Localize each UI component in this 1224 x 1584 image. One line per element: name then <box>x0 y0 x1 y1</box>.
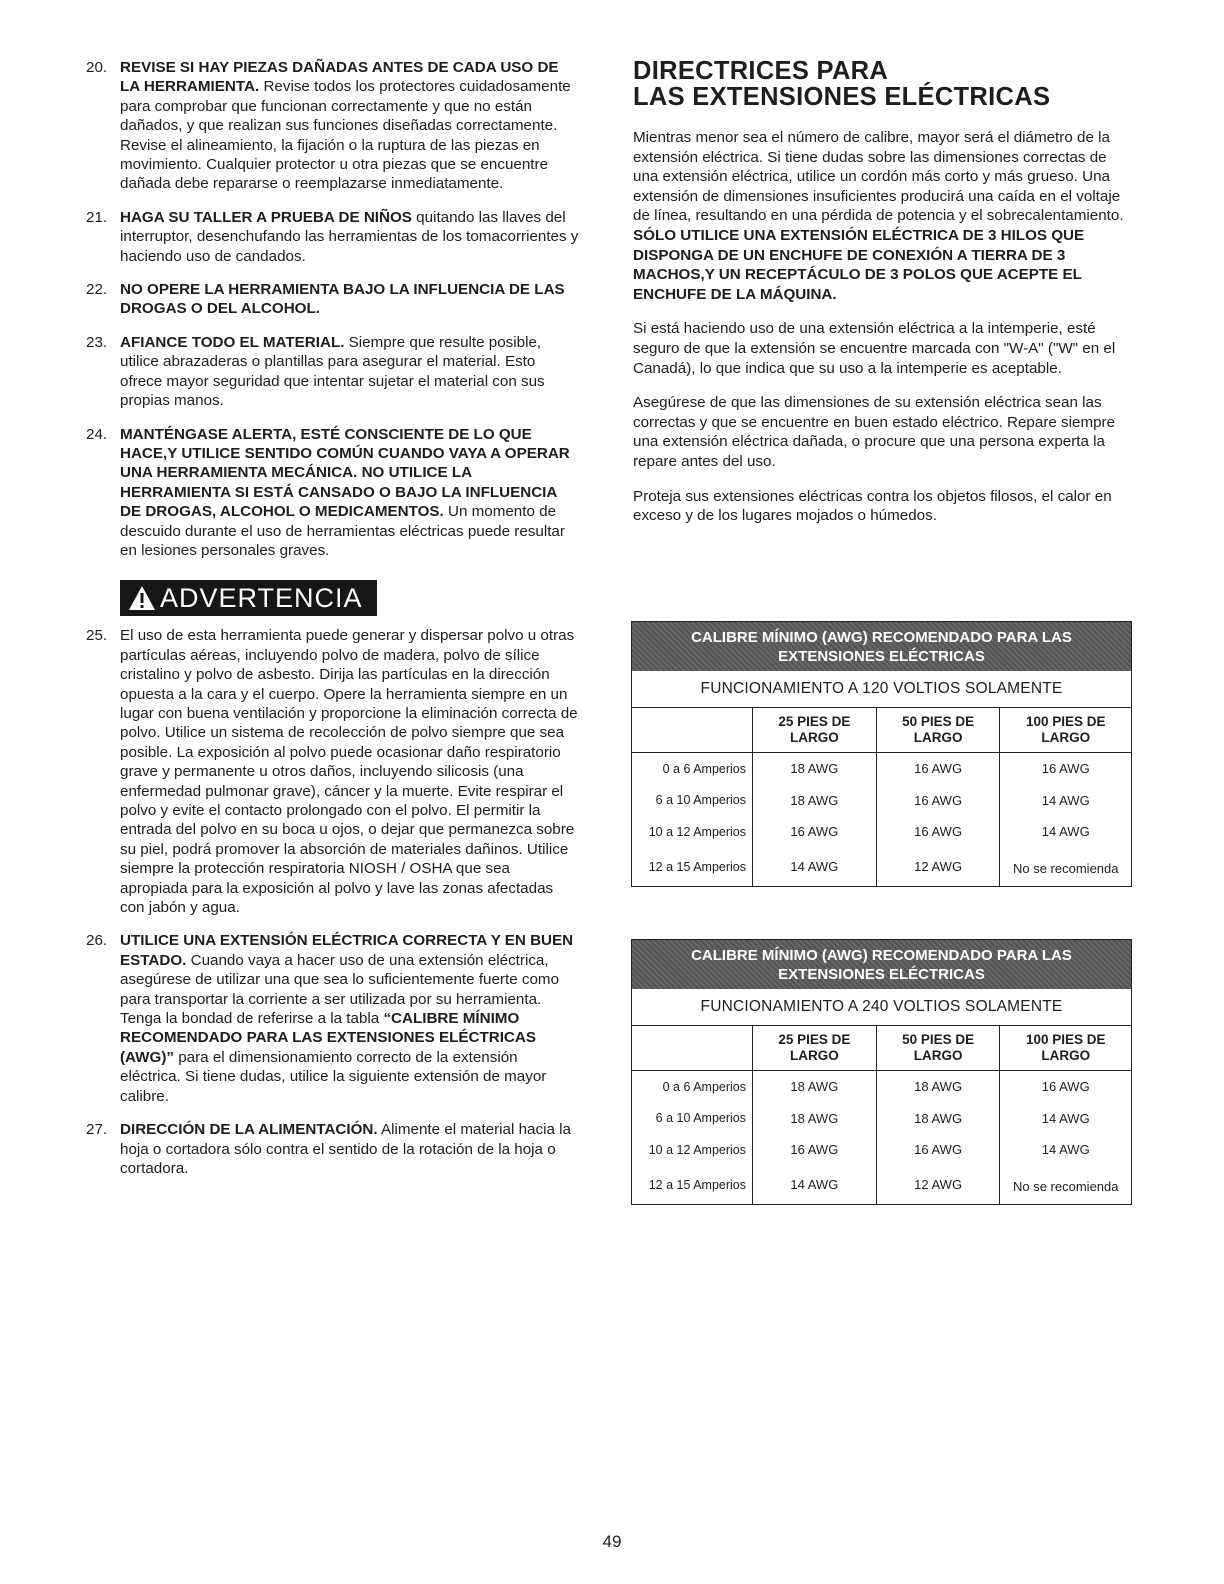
gauge-cell: 16 AWG <box>1000 1071 1131 1103</box>
item-title: MANTÉNGASE ALERTA, ESTÉ CONSCIENTE DE LO QUE HACE,Y UTILICE SENTIDO COMÚN CUANDO VAYA A OPERAR UNA HERRAMIENTA MECÁNICA. NO UTILICE LA HERRAMIENTA SI ESTÁ CANSADO O BAJO LA INFLUENCIA DE DROGAS, ALCOHOL O MEDICAMENTOS. <box>120 425 570 521</box>
safety-item-21 <box>86 208 580 266</box>
table-row <box>632 1071 1131 1103</box>
item-number: 22. <box>86 281 108 299</box>
item-number: 25. <box>86 627 108 645</box>
safety-item-27 <box>86 1120 580 1178</box>
paragraph-3: Asegúrese de que las dimensiones de su extensión eléctrica sean las correctas y que se encuentre en buen estado eléctrico. Repare siempre una extensión eléctrica dañada, o procure que una persona experta la repare antes del uso. <box>633 394 1116 470</box>
item-number: 27. <box>86 1121 108 1139</box>
gauge-cell: 16 AWG <box>876 785 1000 817</box>
gauge-cell: 16 AWG <box>876 816 1000 848</box>
left-column <box>86 58 580 1192</box>
item-number: 20. <box>86 59 108 76</box>
awg-table-title: CALIBRE MÍNIMO (AWG) RECOMENDADO PARA LAS EXTENSIONES ELÉCTRICAS <box>632 622 1131 671</box>
item-body: Siempre que resulte posible, utilice abrazaderas o plantillas para asegurar el material. Esto ofrece mayor seguridad que intentar sujetar el material con sus propias manos. <box>120 333 545 410</box>
paragraph-1-bold: SÓLO UTILICE UNA EXTENSIÓN ELÉCTRICA DE 3 HILOS QUE DISPONGA DE UN ENCHUFE DE CONEXIÓN A TIERRA DE 3 MACHOS,Y UN RECEPTÁCULO DE 3 POLOS QUE ACEPTE EL ENCHUFE DE LA MÁQUINA. <box>633 226 1085 303</box>
warning-banner <box>120 580 377 616</box>
amps-cell: 0 a 6 Amperios <box>662 1079 746 1094</box>
amps-cell: 0 a 6 Amperios <box>662 761 746 776</box>
gauge-cell: No se recomienda <box>1000 1166 1131 1204</box>
table-row <box>632 1166 1131 1204</box>
column-header: 25 PIES DE LARGO <box>753 1026 877 1071</box>
item-title: AFIANCE TODO EL MATERIAL. <box>120 333 345 351</box>
gauge-cell: 14 AWG <box>1000 1134 1131 1166</box>
gauge-cell: No se recomienda <box>1000 848 1131 886</box>
table-row <box>632 1103 1131 1135</box>
awg-table-subtitle: FUNCIONAMIENTO A 120 VOLTIOS SOLAMENTE <box>632 671 1131 708</box>
awg-table-120v <box>631 621 1132 887</box>
column-header: 100 PIES DE LARGO <box>1000 1026 1131 1071</box>
amps-cell: 6 a 10 Amperios <box>655 1111 746 1126</box>
gauge-cell: 14 AWG <box>753 1166 877 1204</box>
table-row <box>632 785 1131 817</box>
amps-cell: 6 a 10 Amperios <box>655 793 746 808</box>
awg-table-subtitle: FUNCIONAMIENTO A 240 VOLTIOS SOLAMENTE <box>632 989 1131 1026</box>
safety-item-25 <box>86 626 580 917</box>
item-title: DIRECCIÓN DE LA ALIMENTACIÓN. <box>120 1121 378 1139</box>
item-title: HAGA SU TALLER A PRUEBA DE NIÑOS <box>120 208 412 226</box>
item-number: 24. <box>86 425 108 443</box>
awg-table-240v <box>631 939 1132 1205</box>
header-row <box>632 708 1131 753</box>
gauge-cell: 14 AWG <box>1000 816 1131 848</box>
gauge-cell: 18 AWG <box>753 785 877 817</box>
gauge-cell: 18 AWG <box>753 1071 877 1103</box>
safety-item-22 <box>86 280 580 319</box>
item-body: Cuando vaya a hacer uso de una extensión eléctrica, asegúrese de utilizar una que sea lo suficientemente fuerte como para transportar la corriente a ser utilizada por su herramienta. Tenga la bondad de referirse a la tabla <box>120 951 560 1028</box>
gauge-cell: 16 AWG <box>876 1134 1000 1166</box>
warning-triangle-icon <box>128 585 156 611</box>
corner-cell <box>632 708 753 753</box>
right-column <box>633 58 1133 541</box>
amps-cell: 10 a 12 Amperios <box>648 1142 746 1157</box>
gauge-cell: 14 AWG <box>753 848 877 886</box>
header-row <box>632 1026 1131 1071</box>
gauge-cell: 18 AWG <box>753 753 877 785</box>
gauge-cell: 16 AWG <box>876 753 1000 785</box>
page-number: 49 <box>602 1532 622 1551</box>
item-number: 26. <box>86 932 108 950</box>
gauge-cell: 12 AWG <box>876 1166 1000 1204</box>
item-body: Alimente el material hacia la hoja o cortadora sólo contra el sentido de la rotación de la hoja o cortadora. <box>120 1121 571 1177</box>
table-row <box>632 753 1131 785</box>
amps-cell: 12 a 15 Amperios <box>648 1177 746 1192</box>
safety-item-23 <box>86 333 580 411</box>
amps-cell: 10 a 12 Amperios <box>648 824 746 839</box>
item-number: 23. <box>86 333 108 351</box>
gauge-cell: 18 AWG <box>876 1071 1000 1103</box>
table-row <box>632 848 1131 886</box>
item-number: 21. <box>86 208 108 226</box>
item-title: NO OPERE LA HERRAMIENTA BAJO LA INFLUENCIA DE LAS DROGAS O DEL ALCOHOL. <box>120 281 565 318</box>
gauge-cell: 16 AWG <box>753 816 877 848</box>
table-row <box>632 1134 1131 1166</box>
corner-cell <box>632 1026 753 1071</box>
safety-item-24 <box>86 425 580 561</box>
awg-table-title: CALIBRE MÍNIMO (AWG) RECOMENDADO PARA LAS EXTENSIONES ELÉCTRICAS <box>632 940 1131 989</box>
paragraph-1 <box>633 128 1133 304</box>
item-body: Un momento de descuido durante el uso de herramientas eléctricas puede resultar en lesiones personales graves. <box>120 503 565 559</box>
gauge-cell: 18 AWG <box>876 1103 1000 1135</box>
item-body: El uso de esta herramienta puede generar y dispersar polvo u otras partículas aéreas, incluyendo polvo de madera, polvo de sílice cristalino y polvo de asbesto. Dirija las partículas en la dirección opuesta a la cara y el cuerpo. Opere la herramienta siempre en un lugar con buena ventilación y proporcione la eliminación correcta de polvo. Utilice un sistema de recolección de polvo siempre que sea posible. La exposición al polvo puede ocasionar daño respiratorio grave y permanente u otros daños, incluyendo silicosis (una enfermedad pulmonar grave), cáncer y la muerte. Evite respirar el polvo y evite el contacto prolongado con el polvo. El permitir la entrada del polvo en su boca u ojos, o dejar que permanezca sobre su piel, podrá promover la absorción de materiales dañinos. Utilice siempre la protección respiratoria NIOSH / OSHA que sea apropiada para la exposición al polvo y lave las zonas afectadas con jabón y agua. <box>120 627 578 917</box>
column-header: 50 PIES DE LARGO <box>876 708 1000 753</box>
section-heading <box>633 58 1133 110</box>
gauge-cell: 16 AWG <box>1000 753 1131 785</box>
item-body-continued: para el dimensionamiento correcto de la extensión eléctrica. Si tiene dudas, utilice la siguiente extensión de mayor calibre. <box>120 1048 547 1105</box>
item-title: UTILICE UNA EXTENSIÓN ELÉCTRICA CORRECTA Y EN BUEN ESTADO. <box>120 932 574 969</box>
heading-line-1: DIRECTRICES PARA <box>633 57 889 85</box>
table-row <box>632 816 1131 848</box>
safety-item-26 <box>86 931 580 1106</box>
gauge-cell: 18 AWG <box>753 1103 877 1135</box>
heading-line-2: LAS EXTENSIONES ELÉCTRICAS <box>633 83 1051 111</box>
item-title: REVISE SI HAY PIEZAS DAÑADAS ANTES DE CADA USO DE LA HERRAMIENTA. <box>120 59 559 96</box>
paragraph-1-text: Mientras menor sea el número de calibre, mayor será el diámetro de la extensión eléctrica. Si tiene dudas sobre las dimensiones correctas de una extensión eléctrica, utilice un cordón más corto y más grueso. Una extensión de dimensiones insuficientes producirá una caída en el voltaje de línea, resultando en una pérdida de potencia y el sobrecalentamiento. <box>633 129 1124 225</box>
column-header: 25 PIES DE LARGO <box>753 708 877 753</box>
column-header: 50 PIES DE LARGO <box>876 1026 1000 1071</box>
item-body: Revise todos los protectores cuidadosamente para comprobar que funcionan correctamente y que no están dañados, y que realizan sus funciones diseñadas correctamente. Revise el alineamiento, la fijación o la ruptura de las piezas en movimiento. Cualquier protector u otra piezas que se encuentre dañada debe repararse o reemplazarse inmediatamente. <box>120 78 571 193</box>
amps-cell: 12 a 15 Amperios <box>648 859 746 874</box>
gauge-cell: 14 AWG <box>1000 785 1131 817</box>
safety-item-20 <box>86 58 580 194</box>
item-body: quitando las llaves del interruptor, desenchufando las herramientas de los tomacorrientes y haciendo uso de candados. <box>120 208 579 265</box>
awg-grid <box>632 1026 1131 1204</box>
warning-label: ADVERTENCIA <box>160 582 363 613</box>
paragraph-4: Proteja sus extensiones eléctricas contra los objetos filosos, el calor en exceso y de los lugares mojados o húmedos. <box>633 487 1112 525</box>
gauge-cell: 12 AWG <box>876 848 1000 886</box>
item-table-reference: “CALIBRE MÍNIMO RECOMENDADO PARA LAS EXTENSIONES ELÉCTRICAS (AWG)” <box>120 1010 537 1066</box>
paragraph-2: Si está haciendo uso de una extensión eléctrica a la intemperie, esté seguro de que la extensión se encuentre marcada con "W-A" ("W" en el Canadá), lo que indica que su uso a la intemperie es aceptable. <box>633 320 1116 377</box>
awg-grid <box>632 708 1131 886</box>
gauge-cell: 14 AWG <box>1000 1103 1131 1135</box>
gauge-cell: 16 AWG <box>753 1134 877 1166</box>
column-header: 100 PIES DE LARGO <box>1000 708 1131 753</box>
